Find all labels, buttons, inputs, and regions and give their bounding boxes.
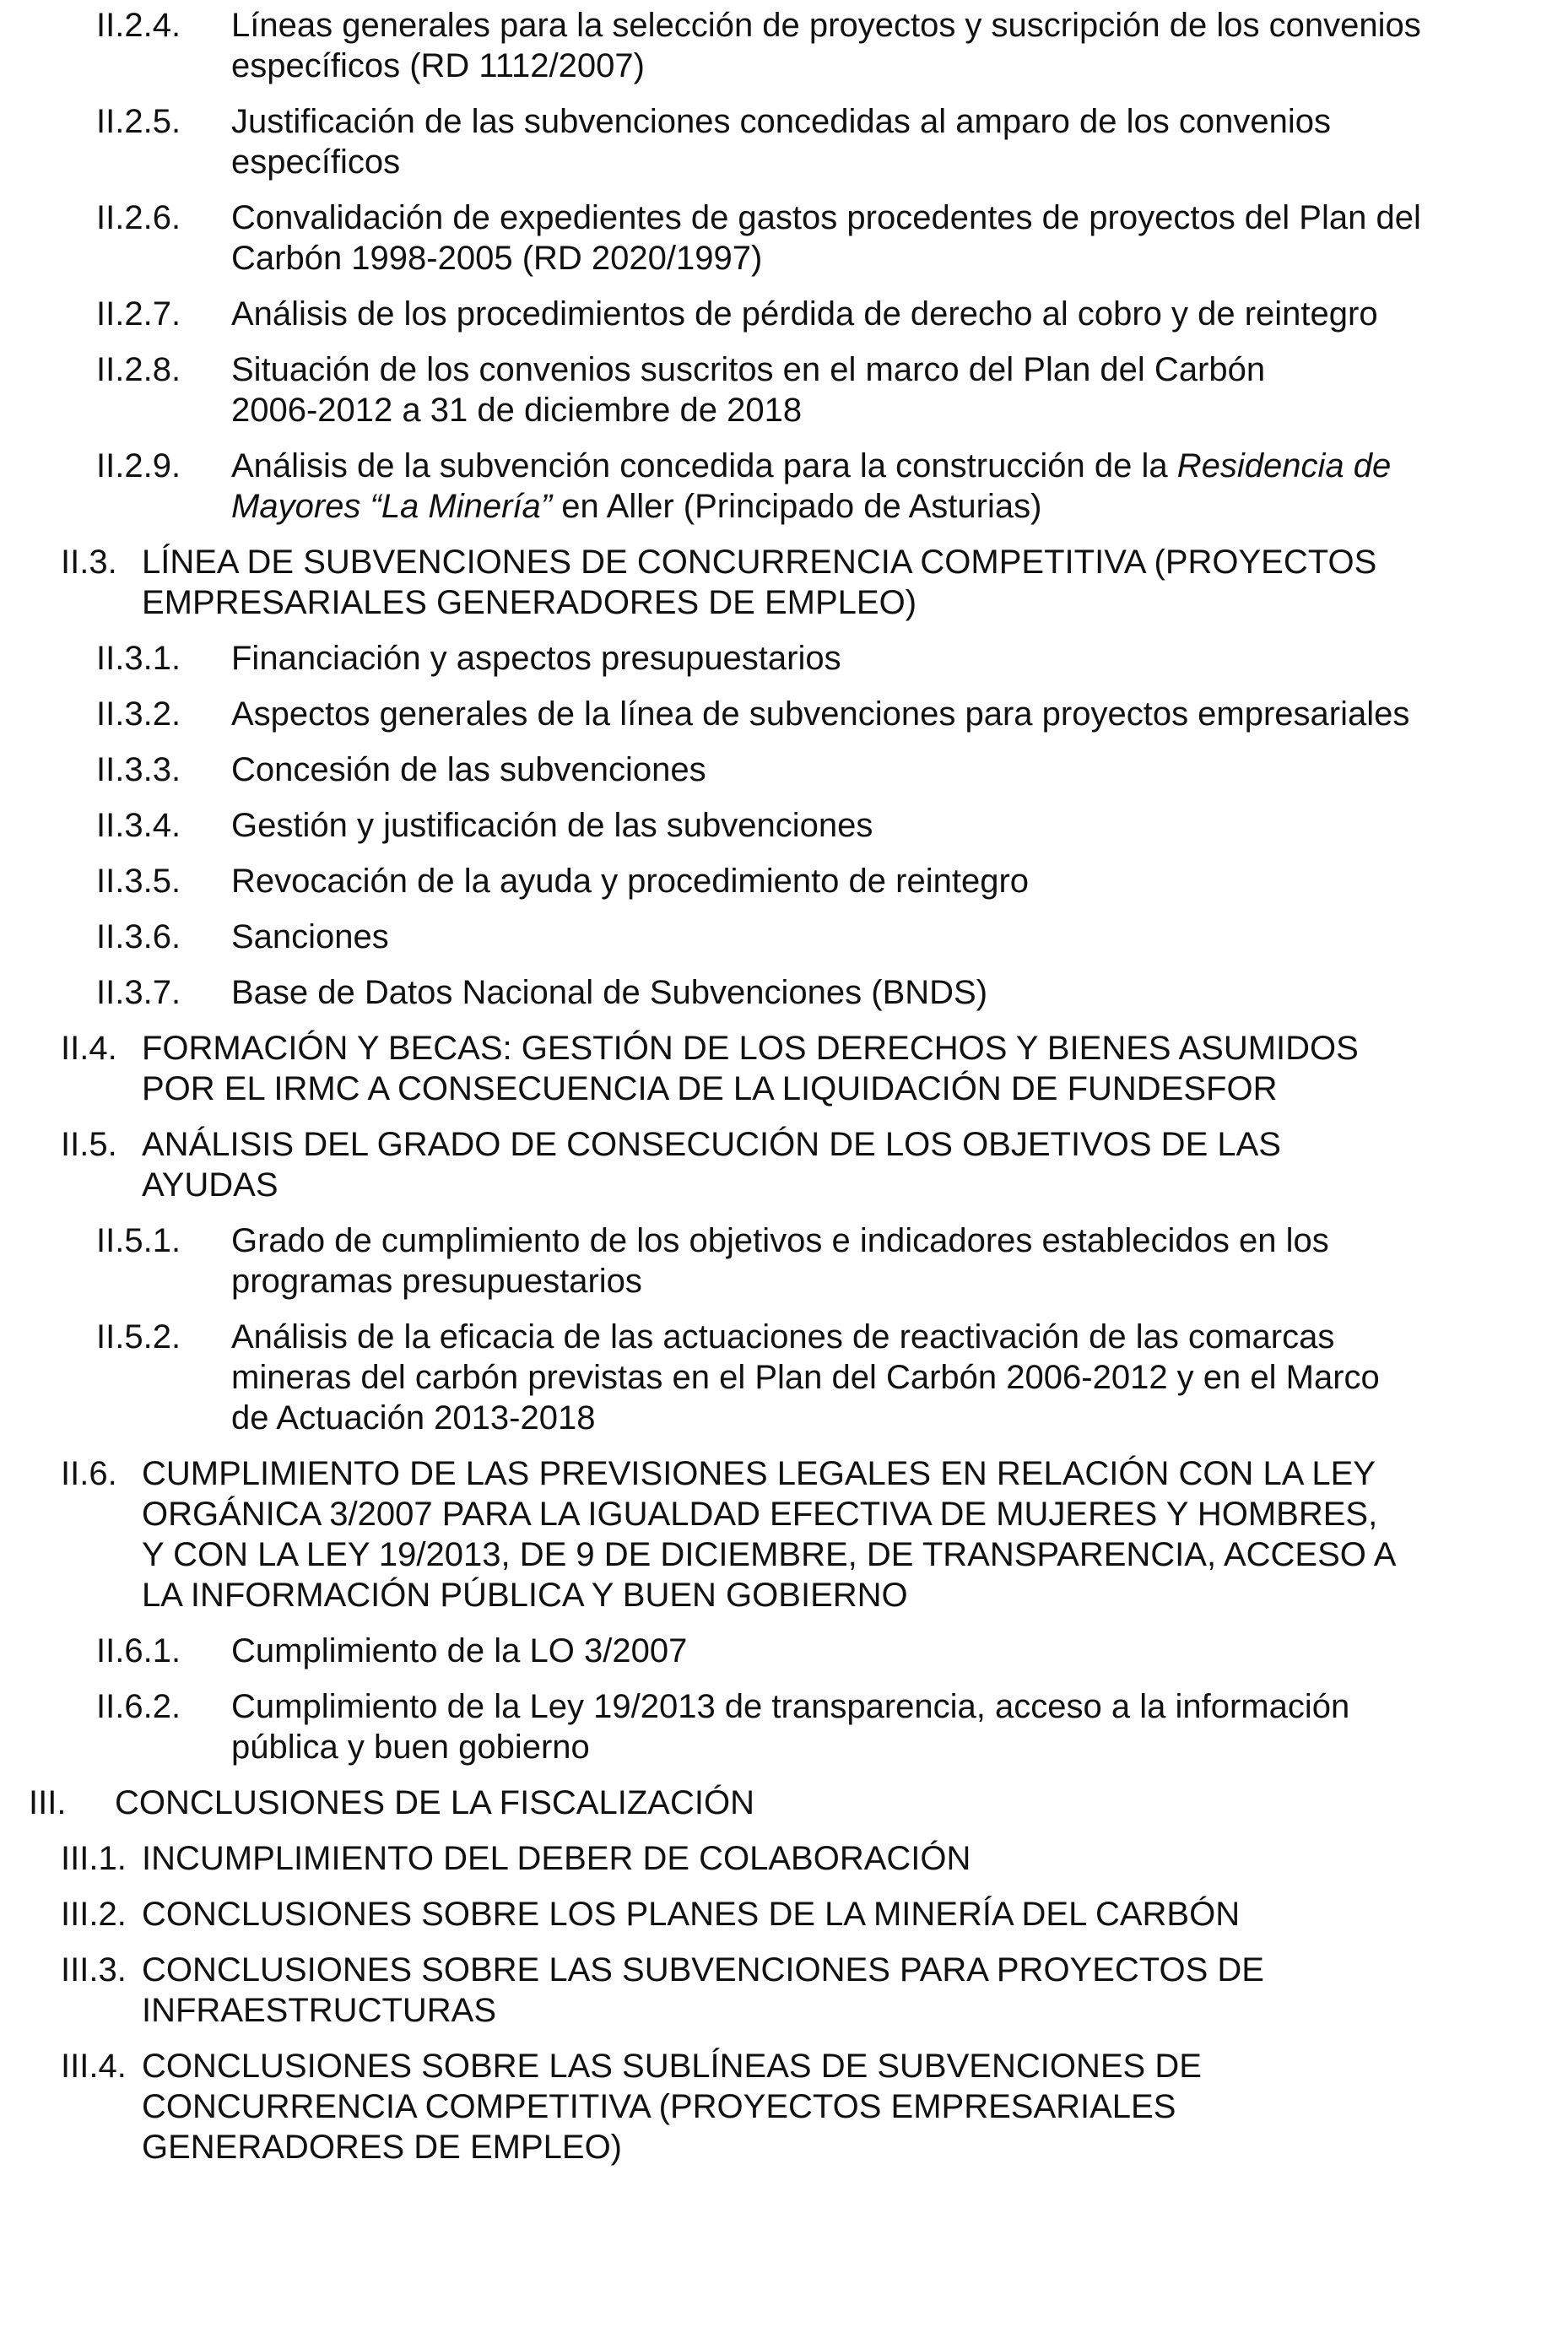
toc-entry [0,638,1568,679]
toc-entry-number: III.1. [61,1840,127,1877]
toc-entry-title [142,542,1568,623]
toc-entry-number: II.3.3. [96,751,181,788]
toc-entry-number: II.3.5. [96,863,181,900]
toc-entry [0,1950,1568,2031]
toc-entry-number: II.3.1. [96,640,181,677]
toc-entry-number: II.4. [61,1030,117,1067]
toc-entry-title [231,349,1568,430]
toc-entry-title-line: AYUDAS [142,1166,278,1204]
toc-entry-number: II.2.5. [96,103,181,140]
toc-entry-title [231,446,1568,527]
toc-entry [0,1686,1568,1767]
toc-entry-title-line: ANÁLISIS DEL GRADO DE CONSECUCIÓN DE LOS OBJETIVOS DE LAS [142,1126,1281,1163]
toc-entry [0,1838,1568,1879]
toc-entry-number: II.3.4. [96,807,181,844]
toc-entry-title [231,1686,1568,1767]
toc-entry [0,1124,1568,1205]
toc-entry [0,101,1568,182]
toc-entry [0,294,1568,334]
toc-entry-title-line: CUMPLIMIENTO DE LAS PREVISIONES LEGALES EN RELACIÓN CON LA LEY [142,1455,1376,1492]
text-segment: Análisis de la subvención concedida para la construcción de la [231,447,1177,484]
toc-entry-title-line: LA INFORMACIÓN PÚBLICA Y BUEN GOBIERNO [142,1577,908,1614]
toc-entry-title-line: 2006-2012 a 31 de diciembre de 2018 [231,392,803,429]
toc-entry [0,1631,1568,1671]
table-of-contents [0,5,1568,2183]
text-segment: en Aller (Principado de Asturias) [552,488,1042,525]
toc-entry-title-line: CONCLUSIONES SOBRE LOS PLANES DE LA MINERÍA DEL CARBÓN [142,1896,1241,1933]
toc-entry-title [231,749,1568,790]
toc-entry-number: II.6.2. [96,1688,181,1725]
toc-entry-title-line: Financiación y aspectos presupuestarios [231,640,841,677]
toc-entry-title [142,1838,1568,1879]
toc-entry-title [231,1220,1568,1301]
toc-entry-title-line: mineras del carbón previstas en el Plan del Carbón 2006-2012 y en el Marco [231,1359,1380,1396]
toc-entry-title-line: INCUMPLIMIENTO DEL DEBER DE COLABORACIÓN [142,1840,971,1877]
toc-entry-title-line [231,446,1568,486]
toc-entry-title [231,294,1568,334]
toc-entry-title-line: Justificación de las subvenciones concedidas al amparo de los convenios [231,103,1331,140]
toc-entry-number: II.5. [61,1126,117,1163]
toc-entry-title [231,861,1568,901]
toc-entry-title-line: Cumplimiento de la LO 3/2007 [231,1632,688,1669]
toc-entry-title-line: GENERADORES DE EMPLEO) [142,2129,623,2166]
toc-entry-title-line: CONCLUSIONES SOBRE LAS SUBLÍNEAS DE SUBVENCIONES DE [142,2048,1202,2085]
toc-entry-number: II.3.7. [96,974,181,1011]
toc-entry-title-line: Análisis de los procedimientos de pérdida de derecho al cobro y de reintegro [231,295,1378,333]
toc-entry-title-line: FORMACIÓN Y BECAS: GESTIÓN DE LOS DERECHOS Y BIENES ASUMIDOS [142,1030,1359,1067]
toc-entry-number: II.2.4. [96,7,181,44]
toc-entry-title-line: CONCLUSIONES DE LA FISCALIZACIÓN [115,1784,754,1821]
toc-entry-title-line: EMPRESARIALES GENERADORES DE EMPLEO) [142,584,917,621]
toc-entry [0,1783,1568,1823]
toc-entry-title-line: pública y buen gobierno [231,1729,590,1766]
toc-entry [0,542,1568,623]
toc-entry [0,1894,1568,1934]
toc-entry [0,694,1568,734]
toc-entry-number: II.6. [61,1455,117,1492]
toc-entry-number: II.3. [61,544,117,581]
toc-entry-number: II.5.2. [96,1318,181,1355]
toc-entry-title [231,805,1568,846]
toc-entry-title-line: CONCLUSIONES SOBRE LAS SUBVENCIONES PARA PROYECTOS DE [142,1951,1264,1989]
toc-entry [0,917,1568,957]
toc-entry-title [142,2046,1568,2167]
toc-entry-title-line: Convalidación de expedientes de gastos procedentes de proyectos del Plan del [231,199,1421,236]
toc-entry-title [231,972,1568,1013]
toc-entry-title-line: Y CON LA LEY 19/2013, DE 9 DE DICIEMBRE, DE TRANSPARENCIA, ACCESO A [142,1536,1397,1573]
toc-entry-title [142,1124,1568,1205]
toc-entry-title-line: específicos (RD 1112/2007) [231,47,645,84]
toc-entry-number: III.3. [61,1951,127,1989]
toc-entry [0,1028,1568,1109]
toc-entry-title-line: de Actuación 2013-2018 [231,1399,596,1437]
toc-entry [0,749,1568,790]
toc-entry [0,5,1568,86]
toc-entry [0,1453,1568,1615]
toc-entry-title-line: Análisis de la eficacia de las actuaciones de reactivación de las comarcas [231,1318,1335,1355]
toc-entry-title [142,1894,1568,1934]
toc-entry-number: II.2.8. [96,351,181,388]
toc-entry-number: II.5.1. [96,1222,181,1259]
toc-entry-title [231,1317,1568,1438]
toc-entry-title-line: CONCURRENCIA COMPETITIVA (PROYECTOS EMPRESARIALES [142,2088,1176,2125]
toc-entry-title [115,1783,1568,1823]
toc-entry-title [231,198,1568,279]
toc-entry [0,198,1568,279]
toc-entry [0,2046,1568,2167]
toc-entry-number: II.3.2. [96,695,181,733]
toc-entry-number: III.2. [61,1896,127,1933]
toc-entry-number: II.2.7. [96,295,181,333]
toc-entry-title-line: Carbón 1998-2005 (RD 2020/1997) [231,240,763,277]
toc-entry-number: II.3.6. [96,918,181,955]
toc-entry-title [142,1950,1568,2031]
toc-entry-title-line: específicos [231,143,401,181]
italic-segment: Residencia de [1176,447,1392,484]
italic-segment: Mayores “La Minería” [231,488,553,525]
toc-entry-title [231,917,1568,957]
toc-entry [0,1317,1568,1438]
toc-entry-title-line: Líneas generales para la selección de proyectos y suscripción de los convenios [231,7,1421,44]
toc-entry-title-line: LÍNEA DE SUBVENCIONES DE CONCURRENCIA COMPETITIVA (PROYECTOS [142,544,1377,581]
toc-entry [0,861,1568,901]
toc-entry-number: III. [29,1784,67,1821]
toc-entry-title-line: programas presupuestarios [231,1263,642,1300]
toc-entry-title [142,1028,1568,1109]
toc-entry-title-line: Gestión y justificación de las subvenciones [231,807,873,844]
toc-entry-title-line: Aspectos generales de la línea de subvenciones para proyectos empresariales [231,695,1410,733]
toc-entry-number: III.4. [61,2048,127,2085]
toc-entry-title [231,5,1568,86]
toc-entry-title [231,1631,1568,1671]
toc-entry-number: II.6.1. [96,1632,181,1669]
toc-entry-title-line: Grado de cumplimiento de los objetivos e indicadores establecidos en los [231,1222,1329,1259]
toc-entry-title-line: Concesión de las subvenciones [231,751,706,788]
toc-entry [0,349,1568,430]
toc-entry-title [231,694,1568,734]
toc-entry-number: II.2.6. [96,199,181,236]
toc-entry [0,972,1568,1013]
toc-entry [0,446,1568,527]
toc-entry-title [231,101,1568,182]
toc-entry-title-line [231,486,1568,527]
toc-entry [0,1220,1568,1301]
toc-entry-title-line: Situación de los convenios suscritos en el marco del Plan del Carbón [231,351,1266,388]
toc-entry-title-line: Cumplimiento de la Ley 19/2013 de transparencia, acceso a la información [231,1688,1350,1725]
toc-entry-number: II.2.9. [96,447,181,484]
toc-entry-title-line: Sanciones [231,918,389,955]
toc-entry-title-line: Base de Datos Nacional de Subvenciones (BNDS) [231,974,988,1011]
toc-entry [0,805,1568,846]
toc-entry-title-line: INFRAESTRUCTURAS [142,1992,497,2029]
toc-entry-title-line: POR EL IRMC A CONSECUENCIA DE LA LIQUIDACIÓN DE FUNDESFOR [142,1070,1278,1107]
toc-entry-title [231,638,1568,679]
toc-entry-title [142,1453,1568,1615]
toc-entry-title-line: ORGÁNICA 3/2007 PARA LA IGUALDAD EFECTIVA DE MUJERES Y HOMBRES, [142,1496,1378,1533]
toc-entry-title-line: Revocación de la ayuda y procedimiento de reintegro [231,863,1030,900]
